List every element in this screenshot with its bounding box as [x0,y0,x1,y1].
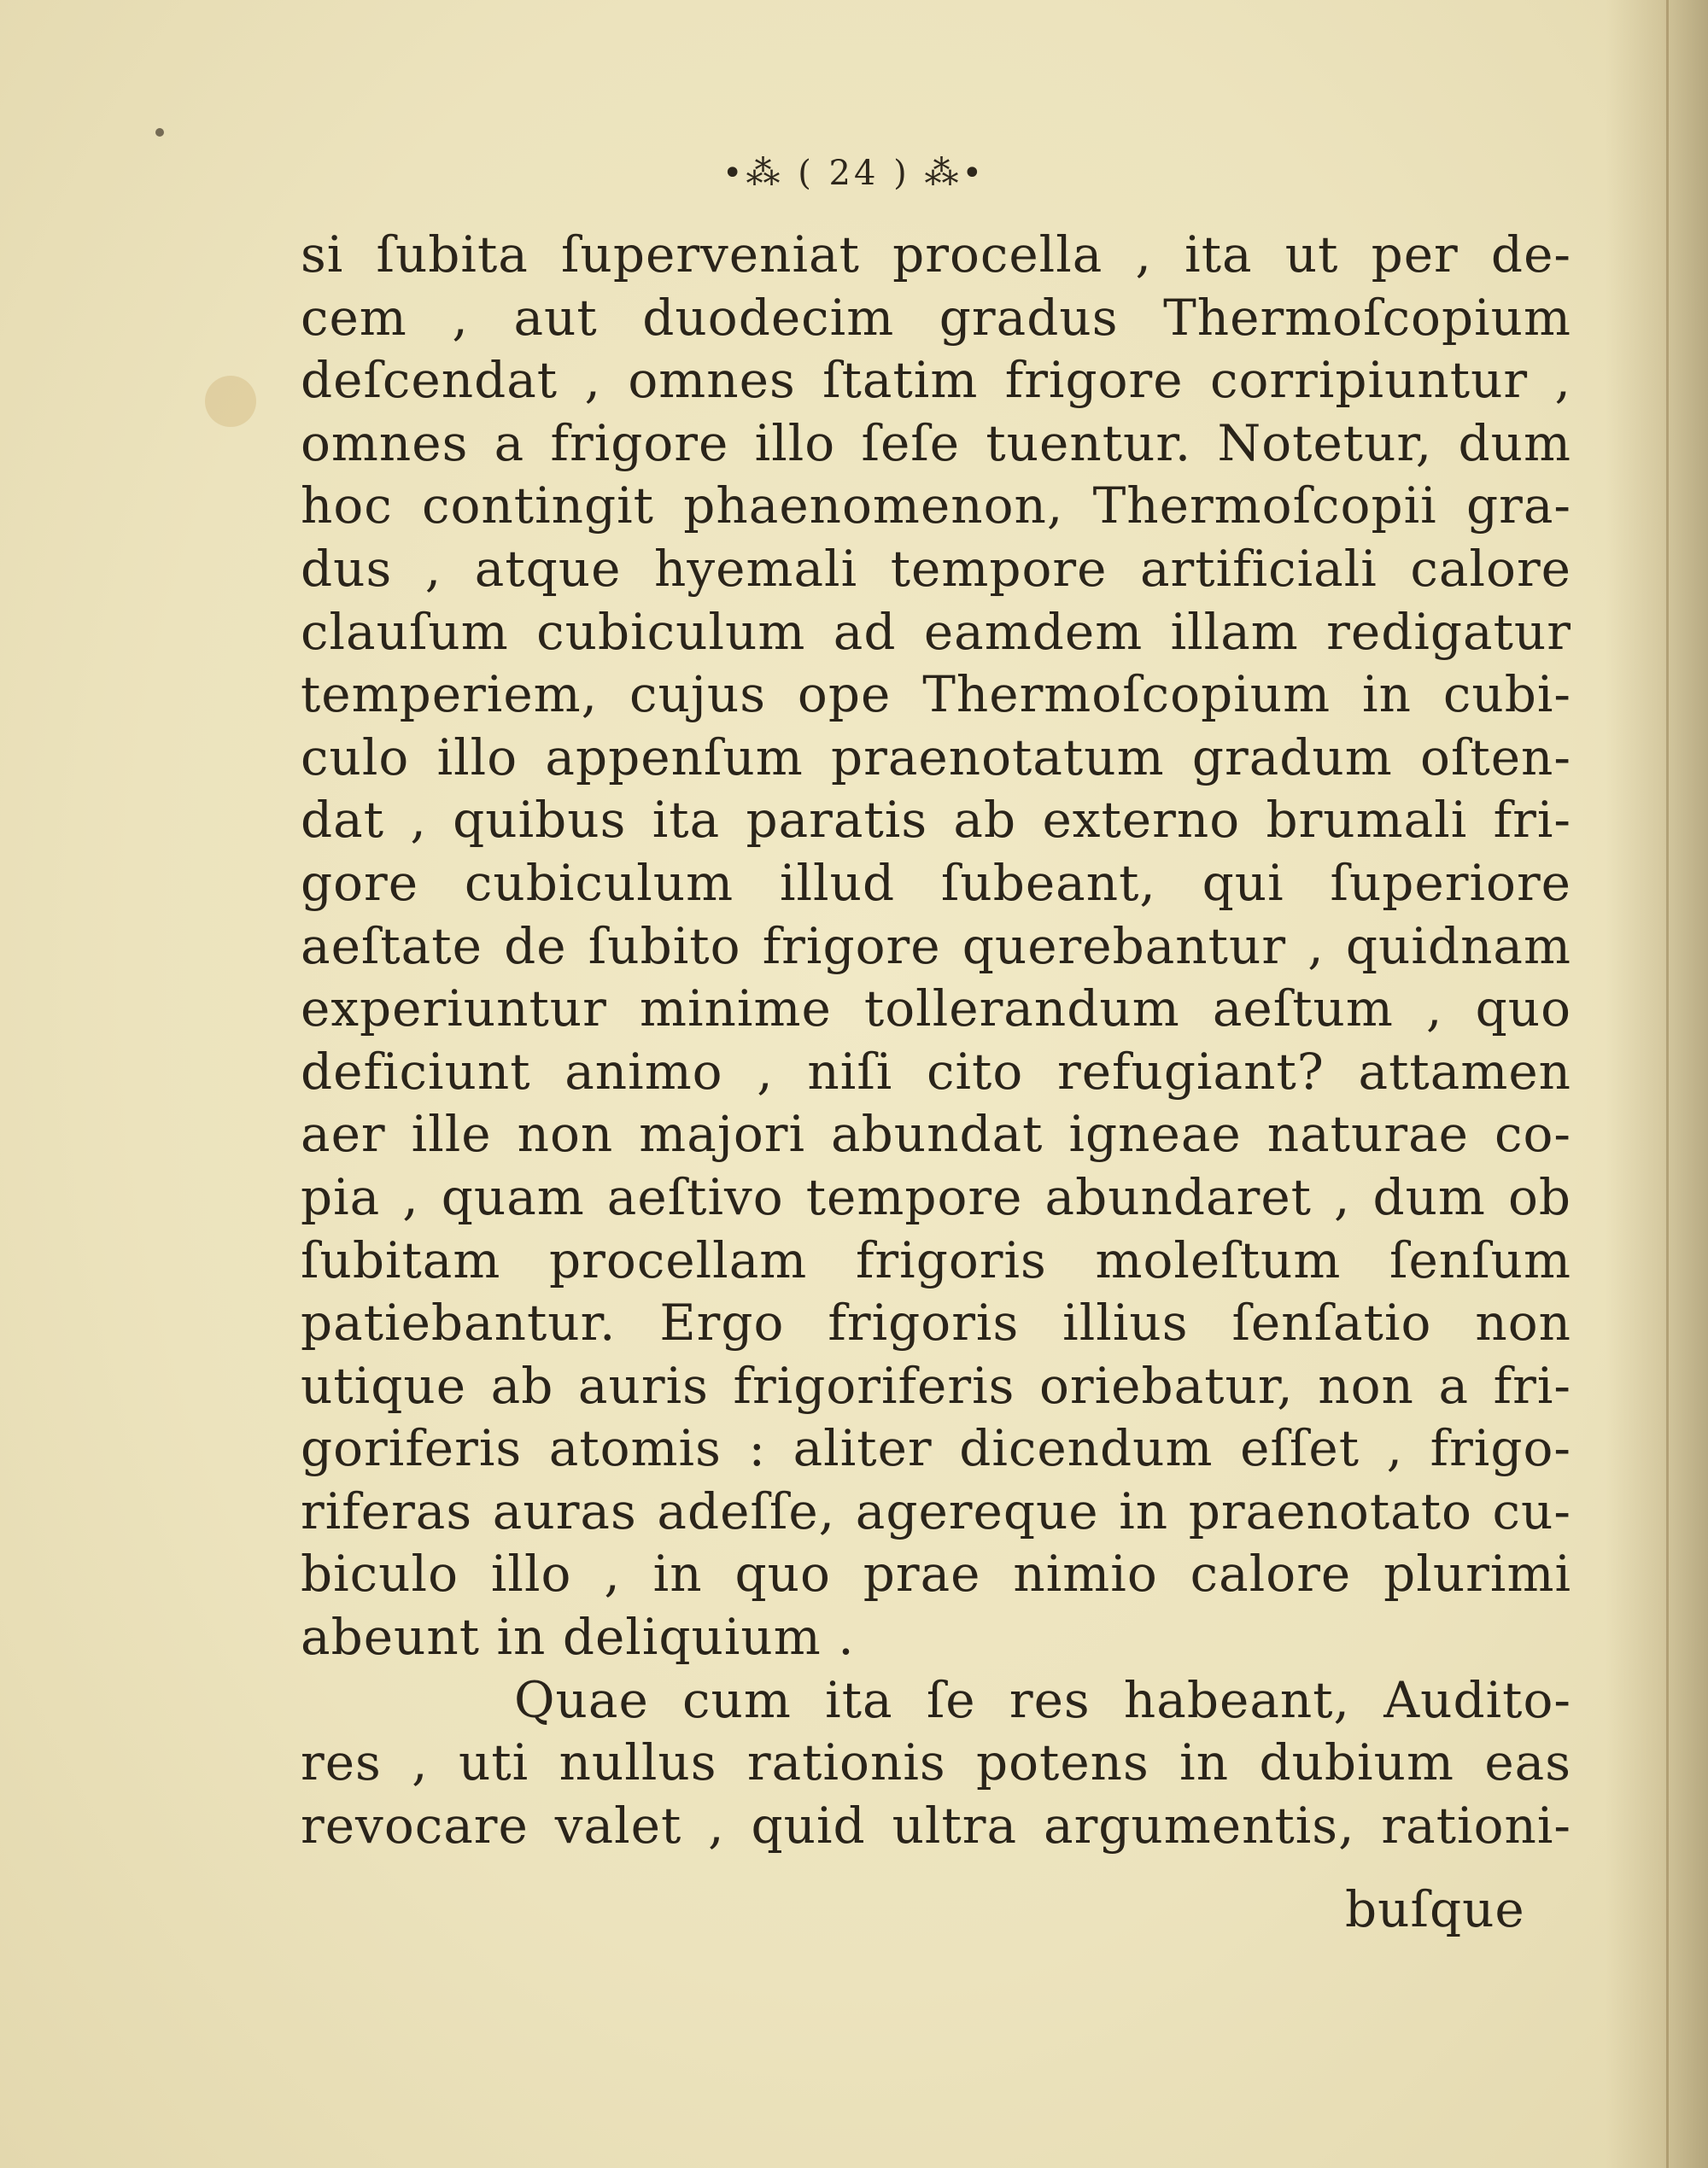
text-line: deficiunt animo , niſi cito refugiant? attamen [301,1042,1571,1101]
text-line: ſubitam procellam frigoris moleſtum ſenſum [301,1230,1571,1289]
text-line: temperiem, cujus ope Thermoſcopium in cubi- [301,665,1571,724]
text-line: deſcendat , omnes ſtatim frigore corripiuntur , [301,351,1571,410]
text-line: hoc contingit phaenomenon, Thermoſcopii gra- [301,476,1571,535]
text-line: goriferis atomis : aliter dicendum eſſet , frigo- [301,1419,1571,1478]
text-line: gore cubiculum illud ſubeant, qui ſuperiore [301,853,1571,912]
binding-gutter [1606,0,1708,2168]
catchword: buſque [1345,1880,1525,1938]
text-line: dus , atque hyemali tempore artificiali calore [301,539,1571,598]
foxing-stain [205,376,256,427]
text-line: biculo illo , in quo prae nimio calore plurimi [301,1545,1571,1604]
text-line: pia , quam aeſtivo tempore abundaret , dum ob [301,1167,1571,1226]
foxing-stain [155,128,164,137]
text-line: aeſtate de ſubito frigore querebantur , quidnam [301,916,1571,975]
text-line: res , uti nullus rationis potens in dubium eas [301,1733,1571,1792]
text-line: culo illo appenſum praenotatum gradum oſten- [301,728,1571,786]
body-text [301,224,1571,1857]
text-line: experiuntur minime tollerandum aeſtum , quo [301,979,1571,1038]
text-line: utique ab auris frigoriferis oriebatur, non a fri- [301,1356,1571,1415]
text-line-paragraph-start: Quae cum ita ſe res habeant, Audito- [514,1670,1571,1729]
text-line: si ſubita ſuperveniat procella , ita ut per de- [301,225,1571,283]
text-line: cem , aut duodecim gradus Thermoſcopium [301,288,1571,347]
page-number-header: •⁂ ( 24 ) ⁂• [722,154,986,193]
text-line: riferas auras adeſſe, agereque in praenotato cu- [301,1481,1571,1540]
text-line: revocare valet , quid ultra argumentis, rationi- [301,1796,1571,1855]
text-line: clauſum cubiculum ad eamdem illam redigatur [301,602,1571,661]
text-line: patiebantur. Ergo frigoris illius ſenſatio non [301,1294,1571,1353]
text-line: dat , quibus ita paratis ab externo brumali fri- [301,791,1571,850]
page-edge [1666,0,1669,2168]
text-line: omnes a frigore illo ſeſe tuentur. Notetur, dum [301,413,1571,472]
text-line: abeunt in deliquium . [301,1608,855,1667]
text-line: aer ille non majori abundat igneae naturae co- [301,1105,1571,1164]
